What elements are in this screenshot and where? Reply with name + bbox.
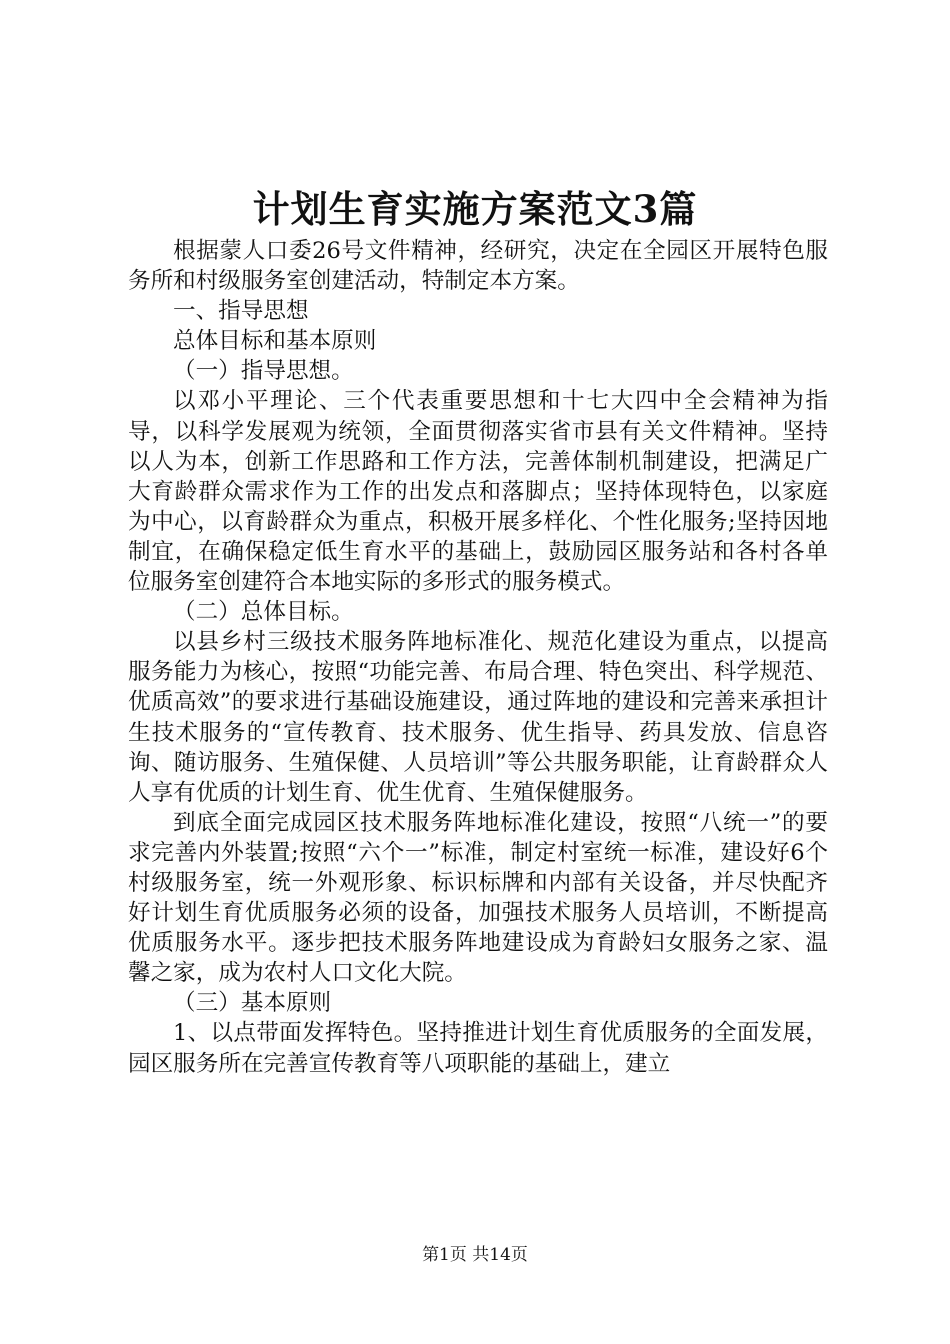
- page-footer: 第1页 共14页: [422, 1245, 528, 1265]
- principle-1-paragraph: 1、以点带面发挥特色。坚持推进计划生育优质服务的全面发展，园区服务所在完善宣传教育等八项职能的基础上，建立: [128, 1020, 828, 1077]
- guiding-ideology-paragraph: 以邓小平理论、三个代表重要思想和十七大四中全会精神为指导，以科学发展观为统领，全面贯彻落实省市县有关文件精神。坚持以人为本，创新工作思路和工作方法，完善体制机制建设，把满足广大育龄群众需求作为工作的出发点和落脚点；坚持体现特色，以家庭为中心，以育龄群众为重点，积极开展多样化、个性化服务;坚持因地制宜，在确保稳定低生育水平的基础上，鼓励园区服务站和各村各单位服务室创建符合本地实际的多形式的服务模式。: [128, 388, 828, 596]
- subsection-heading-3: （三）基本原则: [173, 990, 332, 1017]
- document-title: 计划生育实施方案范文3篇: [252, 187, 698, 231]
- subsection-heading-2: （二）总体目标。: [173, 599, 354, 626]
- overall-goal-paragraph: 以县乡村三级技术服务阵地标准化、规范化建设为重点，以提高服务能力为核心，按照“功能完善、布局合理、特色突出、科学规范、优质高效”的要求进行基础设施建设，通过阵地的建设和完善来承担计生技术服务的“宣传教育、技术服务、优生指导、药具发放、信息咨询、随访服务、生殖保健、人员培训”等公共服务职能，让育龄群众人人享有优质的计划生育、优生优育、生殖保健服务。: [128, 629, 828, 806]
- section-subheading-goals-principles: 总体目标和基本原则: [173, 328, 377, 355]
- section-heading-guiding-ideology: 一、指导思想: [173, 298, 309, 325]
- subsection-heading-1: （一）指导思想。: [173, 358, 354, 385]
- intro-paragraph: 根据蒙人口委26号文件精神，经研究，决定在全园区开展特色服务所和村级服务室创建活动，特制定本方案。: [128, 238, 828, 295]
- document-body: [128, 236, 828, 1079]
- goal-detail-paragraph: 到底全面完成园区技术服务阵地标准化建设，按照“八统一”的要求完善内外装置;按照“六个一”标准，制定村室统一标准，建设好6个村级服务室，统一外观形象、标识标牌和内部有关设备，并尽快配齐好计划生育优质服务必须的设备，加强技术服务人员培训，不断提高优质服务水平。逐步把技术服务阵地建设成为育龄妇女服务之家、温馨之家，成为农村人口文化大院。: [128, 809, 828, 987]
